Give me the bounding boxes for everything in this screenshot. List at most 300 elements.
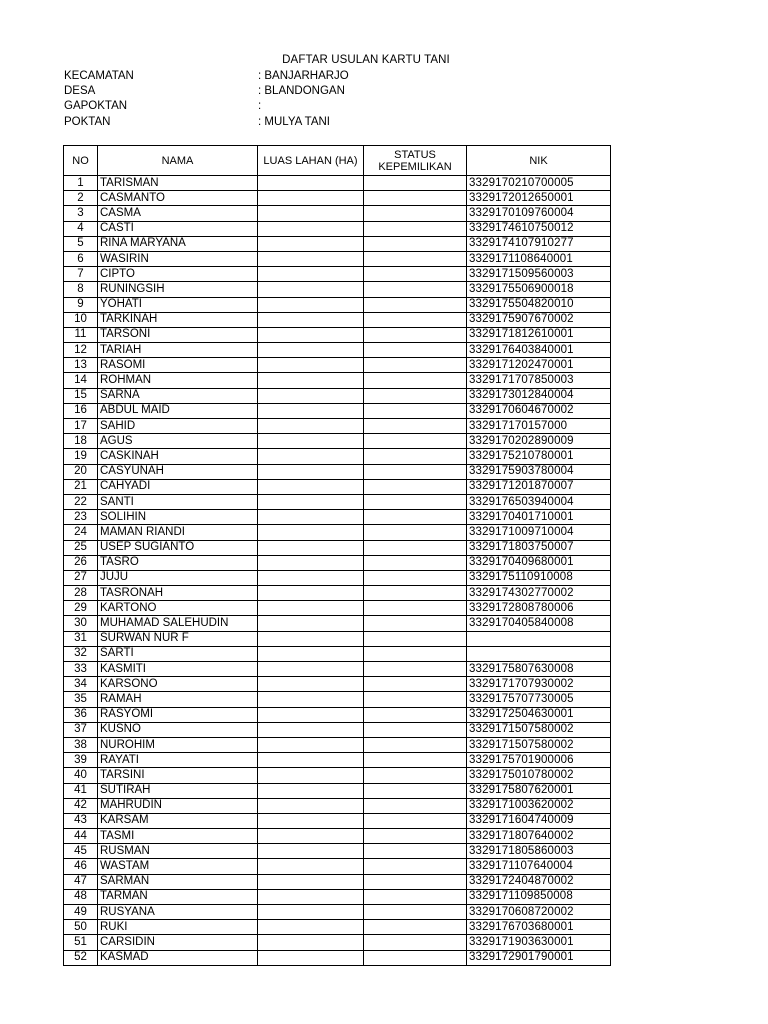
cell-luas (258, 479, 364, 494)
cell-nama: TARISMAN (98, 176, 258, 191)
cell-luas (258, 373, 364, 388)
cell-nik: 3329172901790001 (467, 950, 611, 965)
table-row (64, 251, 611, 266)
cell-no: 13 (64, 358, 98, 373)
cell-luas (258, 646, 364, 661)
cell-luas (258, 282, 364, 297)
cell-luas (258, 768, 364, 783)
cell-no: 46 (64, 859, 98, 874)
farmer-table (63, 145, 611, 966)
cell-nama: CASTI (98, 221, 258, 236)
meta-label: DESA (64, 85, 96, 97)
cell-luas (258, 176, 364, 191)
document-title: DAFTAR USULAN KARTU TANI (282, 54, 450, 66)
cell-luas (258, 631, 364, 646)
cell-nama: KUSNO (98, 722, 258, 737)
cell-luas (258, 707, 364, 722)
cell-status (364, 282, 467, 297)
cell-status (364, 662, 467, 677)
cell-no: 5 (64, 236, 98, 251)
header-status-line1: STATUS (394, 148, 436, 161)
cell-no: 25 (64, 540, 98, 555)
cell-status (364, 297, 467, 312)
table-row (64, 646, 611, 661)
cell-nama: SARNA (98, 388, 258, 403)
cell-no: 50 (64, 920, 98, 935)
header-nama: NAMA (98, 146, 258, 176)
cell-status (364, 343, 467, 358)
cell-nama: CASMA (98, 206, 258, 221)
cell-nama: SUTIRAH (98, 783, 258, 798)
cell-nama: TARMAN (98, 889, 258, 904)
cell-nama: CASYUNAH (98, 464, 258, 479)
cell-nama: YOHATI (98, 297, 258, 312)
cell-nik: 3329171707930002 (467, 677, 611, 692)
cell-no: 26 (64, 555, 98, 570)
cell-status (364, 479, 467, 494)
cell-nama: RASOMI (98, 358, 258, 373)
cell-nik: 3329176503940004 (467, 494, 611, 509)
cell-nik: 3329171003620002 (467, 798, 611, 813)
cell-status (364, 935, 467, 950)
cell-nik: 3329170405840008 (467, 616, 611, 631)
cell-luas (258, 343, 364, 358)
table-row (64, 768, 611, 783)
cell-status (364, 373, 467, 388)
cell-nik: 3329170202890009 (467, 434, 611, 449)
cell-status (364, 844, 467, 859)
cell-status (364, 388, 467, 403)
cell-no: 32 (64, 646, 98, 661)
cell-nama: RAYATI (98, 753, 258, 768)
meta-value: : (258, 100, 262, 112)
cell-nik: 3329172012650001 (467, 191, 611, 206)
cell-no: 42 (64, 798, 98, 813)
table-row (64, 570, 611, 585)
cell-nama: SARMAN (98, 874, 258, 889)
cell-status (364, 206, 467, 221)
cell-nama: TARKINAH (98, 312, 258, 327)
cell-no: 19 (64, 449, 98, 464)
cell-nik: 3329171507580002 (467, 722, 611, 737)
cell-nik: 3329171604740009 (467, 813, 611, 828)
cell-nama: RUKI (98, 920, 258, 935)
table-row (64, 176, 611, 191)
cell-nama: MAMAN RIANDI (98, 525, 258, 540)
cell-nama: CASMANTO (98, 191, 258, 206)
table-row (64, 737, 611, 752)
table-row (64, 753, 611, 768)
cell-nama: ABDUL MAID (98, 403, 258, 418)
cell-luas (258, 525, 364, 540)
table-header (64, 146, 611, 176)
cell-no: 3 (64, 206, 98, 221)
table-row (64, 327, 611, 342)
cell-luas (258, 950, 364, 965)
cell-nik: 3329172504630001 (467, 707, 611, 722)
cell-no: 40 (64, 768, 98, 783)
cell-status (364, 358, 467, 373)
cell-no: 37 (64, 722, 98, 737)
table-row (64, 798, 611, 813)
table-row (64, 221, 611, 236)
cell-no: 6 (64, 251, 98, 266)
cell-nik: 3329175504820010 (467, 297, 611, 312)
cell-no: 39 (64, 753, 98, 768)
cell-luas (258, 813, 364, 828)
cell-status (364, 586, 467, 601)
cell-nama: WASTAM (98, 859, 258, 874)
table-row (64, 449, 611, 464)
cell-nik: 332917170157000 (467, 419, 611, 434)
table-row (64, 586, 611, 601)
cell-nama: RAMAH (98, 692, 258, 707)
table-row (64, 707, 611, 722)
cell-luas (258, 297, 364, 312)
cell-luas (258, 722, 364, 737)
cell-nama: SOLIHIN (98, 510, 258, 525)
table-row (64, 343, 611, 358)
cell-nik: 3329171509560003 (467, 267, 611, 282)
cell-status (364, 434, 467, 449)
table-row (64, 419, 611, 434)
cell-nama: RASYOMI (98, 707, 258, 722)
cell-no: 29 (64, 601, 98, 616)
cell-luas (258, 586, 364, 601)
table-row (64, 829, 611, 844)
table-row (64, 191, 611, 206)
table-row (64, 844, 611, 859)
cell-nik: 3329175807630008 (467, 662, 611, 677)
cell-nama: MAHRUDIN (98, 798, 258, 813)
cell-luas (258, 753, 364, 768)
cell-nama: KASMITI (98, 662, 258, 677)
table-row (64, 464, 611, 479)
cell-no: 51 (64, 935, 98, 950)
cell-no: 16 (64, 403, 98, 418)
cell-status (364, 783, 467, 798)
table-row (64, 935, 611, 950)
cell-nama: RUNINGSIH (98, 282, 258, 297)
cell-nama: CIPTO (98, 267, 258, 282)
cell-status (364, 525, 467, 540)
cell-nik: 3329174107910277 (467, 236, 611, 251)
cell-no: 7 (64, 267, 98, 282)
cell-no: 22 (64, 494, 98, 509)
table-row (64, 783, 611, 798)
cell-no: 4 (64, 221, 98, 236)
cell-no: 47 (64, 874, 98, 889)
table-row (64, 874, 611, 889)
cell-luas (258, 935, 364, 950)
cell-nama: SARTI (98, 646, 258, 661)
cell-luas (258, 859, 364, 874)
cell-status (364, 540, 467, 555)
cell-status (364, 722, 467, 737)
cell-nama: MUHAMAD SALEHUDIN (98, 616, 258, 631)
cell-no: 1 (64, 176, 98, 191)
cell-no: 21 (64, 479, 98, 494)
cell-no: 45 (64, 844, 98, 859)
cell-no: 38 (64, 737, 98, 752)
cell-nik: 3329171903630001 (467, 935, 611, 950)
cell-nik: 3329171109850008 (467, 889, 611, 904)
cell-nik: 3329172404870002 (467, 874, 611, 889)
table-row (64, 297, 611, 312)
table-row (64, 388, 611, 403)
cell-status (364, 859, 467, 874)
table-row (64, 510, 611, 525)
table-row (64, 616, 611, 631)
cell-luas (258, 555, 364, 570)
cell-nama: RINA MARYANA (98, 236, 258, 251)
header-luas: LUAS LAHAN (HA) (258, 146, 364, 176)
cell-status (364, 798, 467, 813)
cell-no: 35 (64, 692, 98, 707)
header-status-line2: KEPEMILIKAN (378, 160, 452, 173)
table-row (64, 677, 611, 692)
cell-nik: 3329170604670002 (467, 403, 611, 418)
cell-nama: RUSYANA (98, 905, 258, 920)
cell-luas (258, 889, 364, 904)
table-row (64, 889, 611, 904)
cell-status (364, 905, 467, 920)
cell-status (364, 494, 467, 509)
cell-luas (258, 540, 364, 555)
cell-status (364, 707, 467, 722)
cell-status (364, 813, 467, 828)
cell-nik: 3329174610750012 (467, 221, 611, 236)
table-row (64, 494, 611, 509)
table-row (64, 479, 611, 494)
cell-status (364, 889, 467, 904)
cell-nama: SURWAN NUR F (98, 631, 258, 646)
cell-status (364, 753, 467, 768)
cell-nik (467, 646, 611, 661)
table-row (64, 859, 611, 874)
cell-nama: CARSIDIN (98, 935, 258, 950)
table-row (64, 282, 611, 297)
table-row (64, 920, 611, 935)
cell-no: 30 (64, 616, 98, 631)
cell-nik: 3329171507580002 (467, 737, 611, 752)
cell-luas (258, 844, 364, 859)
table-row (64, 312, 611, 327)
cell-nik: 3329171202470001 (467, 358, 611, 373)
cell-luas (258, 403, 364, 418)
cell-nik: 3329175903780004 (467, 464, 611, 479)
cell-nik: 3329176403840001 (467, 343, 611, 358)
cell-nik (467, 631, 611, 646)
cell-luas (258, 905, 364, 920)
table-row (64, 905, 611, 920)
cell-luas (258, 798, 364, 813)
cell-nik: 3329171807640002 (467, 829, 611, 844)
cell-no: 27 (64, 570, 98, 585)
cell-nama: TASRONAH (98, 586, 258, 601)
cell-nik: 3329171107640004 (467, 859, 611, 874)
cell-nama: CAHYADI (98, 479, 258, 494)
table-row (64, 722, 611, 737)
cell-no: 14 (64, 373, 98, 388)
cell-status (364, 510, 467, 525)
cell-nama: KARTONO (98, 601, 258, 616)
cell-status (364, 327, 467, 342)
meta-label: KECAMATAN (64, 70, 134, 82)
cell-luas (258, 419, 364, 434)
cell-nama: USEP SUGIANTO (98, 540, 258, 555)
cell-luas (258, 829, 364, 844)
cell-luas (258, 662, 364, 677)
meta-label: GAPOKTAN (64, 100, 128, 112)
cell-luas (258, 874, 364, 889)
cell-nama: TASRO (98, 555, 258, 570)
cell-nik: 3329171707850003 (467, 373, 611, 388)
table-row (64, 403, 611, 418)
cell-status (364, 176, 467, 191)
cell-nik: 3329171201870007 (467, 479, 611, 494)
table-row (64, 358, 611, 373)
cell-nik: 3329175807620001 (467, 783, 611, 798)
cell-luas (258, 737, 364, 752)
cell-no: 44 (64, 829, 98, 844)
cell-nik: 3329175210780001 (467, 449, 611, 464)
cell-status (364, 601, 467, 616)
cell-nama: SAHID (98, 419, 258, 434)
cell-status (364, 221, 467, 236)
cell-nama: JUJU (98, 570, 258, 585)
cell-nama: KARSAM (98, 813, 258, 828)
cell-nik: 3329176703680001 (467, 920, 611, 935)
cell-status (364, 555, 467, 570)
cell-luas (258, 206, 364, 221)
cell-luas (258, 570, 364, 585)
cell-luas (258, 312, 364, 327)
cell-status (364, 419, 467, 434)
cell-no: 9 (64, 297, 98, 312)
cell-nik: 3329175907670002 (467, 312, 611, 327)
cell-no: 43 (64, 813, 98, 828)
header-no: NO (64, 146, 98, 176)
cell-no: 36 (64, 707, 98, 722)
table-row (64, 813, 611, 828)
cell-luas (258, 920, 364, 935)
cell-nama: TASMI (98, 829, 258, 844)
cell-nik: 3329172808780006 (467, 601, 611, 616)
table-row (64, 206, 611, 221)
cell-nik: 3329170210700005 (467, 176, 611, 191)
cell-luas (258, 358, 364, 373)
table-row (64, 540, 611, 555)
table-row (64, 662, 611, 677)
cell-nama: KARSONO (98, 677, 258, 692)
cell-no: 48 (64, 889, 98, 904)
cell-nik: 3329171009710004 (467, 525, 611, 540)
table-row (64, 601, 611, 616)
meta-value: : BLANDONGAN (258, 85, 345, 97)
cell-status (364, 616, 467, 631)
cell-no: 17 (64, 419, 98, 434)
cell-status (364, 570, 467, 585)
cell-no: 20 (64, 464, 98, 479)
cell-luas (258, 494, 364, 509)
cell-no: 11 (64, 327, 98, 342)
table-row (64, 267, 611, 282)
cell-nik: 3329173012840004 (467, 388, 611, 403)
meta-value: : MULYA TANI (258, 116, 330, 128)
cell-no: 52 (64, 950, 98, 965)
cell-nik: 3329174302770002 (467, 586, 611, 601)
cell-nama: RUSMAN (98, 844, 258, 859)
cell-status (364, 236, 467, 251)
cell-luas (258, 692, 364, 707)
cell-nik: 3329171803750007 (467, 540, 611, 555)
cell-no: 34 (64, 677, 98, 692)
cell-nik: 3329170401710001 (467, 510, 611, 525)
cell-nik: 3329170608720002 (467, 905, 611, 920)
cell-nik: 3329175707730005 (467, 692, 611, 707)
cell-nama: SANTI (98, 494, 258, 509)
cell-luas (258, 327, 364, 342)
cell-status (364, 449, 467, 464)
cell-status (364, 267, 467, 282)
cell-nama: KASMAD (98, 950, 258, 965)
table-row (64, 373, 611, 388)
cell-nik: 3329171805860003 (467, 844, 611, 859)
cell-status (364, 874, 467, 889)
cell-nama: AGUS (98, 434, 258, 449)
cell-nik: 3329171812610001 (467, 327, 611, 342)
table-row (64, 236, 611, 251)
cell-no: 23 (64, 510, 98, 525)
cell-nik: 3329170109760004 (467, 206, 611, 221)
table-row (64, 555, 611, 570)
cell-luas (258, 388, 364, 403)
meta-label: POKTAN (64, 116, 111, 128)
cell-status (364, 646, 467, 661)
cell-status (364, 312, 467, 327)
cell-luas (258, 464, 364, 479)
cell-no: 10 (64, 312, 98, 327)
cell-status (364, 677, 467, 692)
table-row (64, 631, 611, 646)
cell-luas (258, 510, 364, 525)
cell-luas (258, 449, 364, 464)
cell-luas (258, 191, 364, 206)
header-nik: NIK (467, 146, 611, 176)
cell-luas (258, 616, 364, 631)
cell-status (364, 950, 467, 965)
table-row (64, 525, 611, 540)
cell-no: 15 (64, 388, 98, 403)
cell-nama: TARIAH (98, 343, 258, 358)
cell-nama: TARSINI (98, 768, 258, 783)
cell-luas (258, 251, 364, 266)
cell-no: 33 (64, 662, 98, 677)
cell-status (364, 191, 467, 206)
cell-nama: CASKINAH (98, 449, 258, 464)
cell-nama: WASIRIN (98, 251, 258, 266)
cell-luas (258, 434, 364, 449)
cell-nama: NUROHIM (98, 737, 258, 752)
cell-no: 49 (64, 905, 98, 920)
cell-nama: ROHMAN (98, 373, 258, 388)
cell-luas (258, 601, 364, 616)
cell-status (364, 251, 467, 266)
table-row (64, 692, 611, 707)
cell-luas (258, 783, 364, 798)
table-row (64, 434, 611, 449)
